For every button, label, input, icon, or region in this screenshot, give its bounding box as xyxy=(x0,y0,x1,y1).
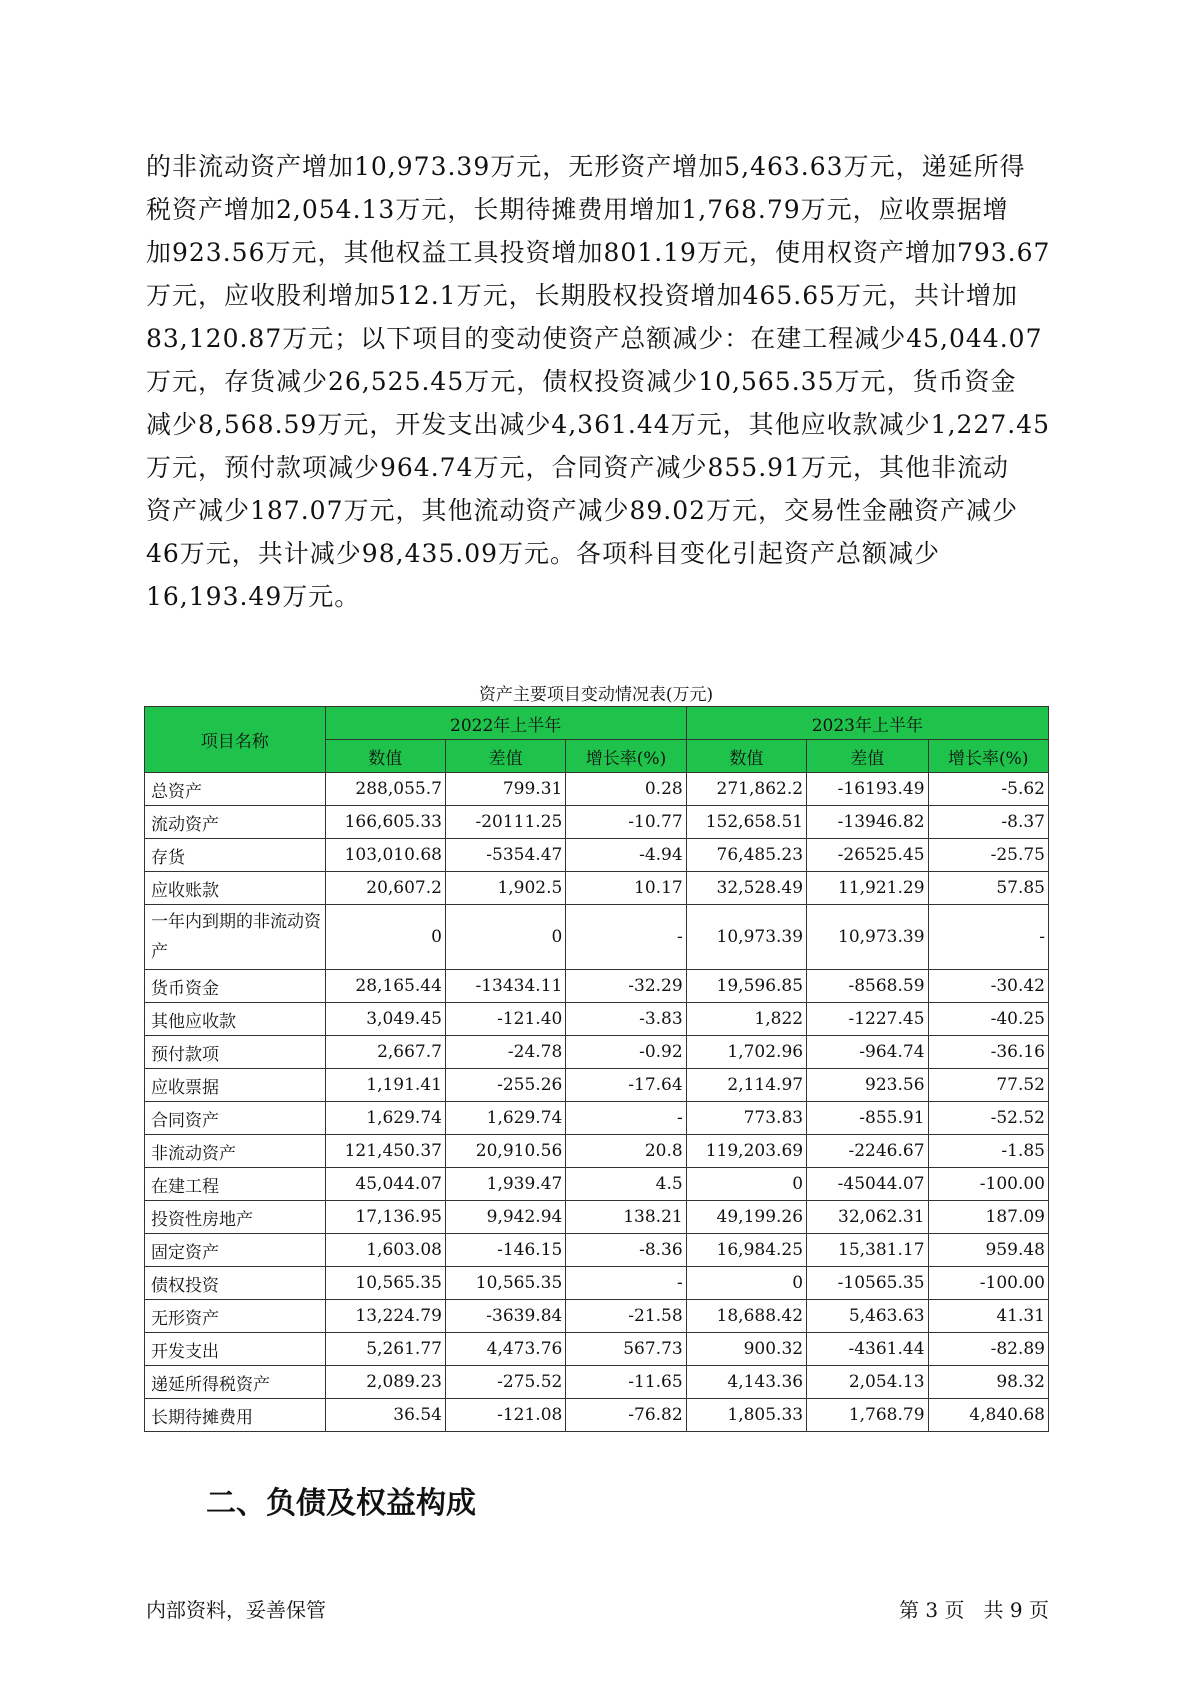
cell-item-name: 存货 xyxy=(145,839,326,872)
cell-growth-2022: -11.65 xyxy=(566,1366,686,1399)
cell-value-2023: 10,973.39 xyxy=(686,905,806,970)
cell-growth-2022: -32.29 xyxy=(566,970,686,1003)
subheader-diff-2023: 差值 xyxy=(807,740,928,773)
cell-item-name: 投资性房地产 xyxy=(145,1201,326,1234)
paragraph-line: 资产减少187.07万元，其他流动资产减少89.02万元，交易性金融资产减少 xyxy=(146,496,1019,525)
cell-diff-2022: -121.08 xyxy=(445,1399,565,1432)
cell-growth-2023: -25.75 xyxy=(928,839,1048,872)
table-row xyxy=(145,872,1049,905)
cell-diff-2023: -1227.45 xyxy=(807,1003,928,1036)
cell-value-2023: 19,596.85 xyxy=(686,970,806,1003)
asset-change-table xyxy=(144,706,1049,1432)
cell-diff-2022: -275.52 xyxy=(445,1366,565,1399)
cell-diff-2023: -4361.44 xyxy=(807,1333,928,1366)
cell-growth-2022: -0.92 xyxy=(566,1036,686,1069)
subheader-growth-2023: 增长率(%) xyxy=(928,740,1048,773)
cell-growth-2023: -36.16 xyxy=(928,1036,1048,1069)
subheader-value-2022: 数值 xyxy=(325,740,445,773)
cell-value-2022: 13,224.79 xyxy=(325,1300,445,1333)
cell-growth-2023: -100.00 xyxy=(928,1267,1048,1300)
cell-diff-2023: 11,921.29 xyxy=(807,872,928,905)
table-body xyxy=(145,773,1049,1432)
cell-item-name: 总资产 xyxy=(145,773,326,806)
table-row xyxy=(145,1333,1049,1366)
cell-growth-2023: -40.25 xyxy=(928,1003,1048,1036)
table-row xyxy=(145,806,1049,839)
cell-value-2022: 0 xyxy=(325,905,445,970)
table-caption: 资产主要项目变动情况表(万元) xyxy=(478,685,714,705)
paragraph-line: 的非流动资产增加10,973.39万元，无形资产增加5,463.63万元，递延所得 xyxy=(146,152,1026,181)
cell-growth-2023: -30.42 xyxy=(928,970,1048,1003)
table-row xyxy=(145,1135,1049,1168)
cell-value-2022: 45,044.07 xyxy=(325,1168,445,1201)
cell-value-2022: 2,089.23 xyxy=(325,1366,445,1399)
cell-value-2022: 288,055.7 xyxy=(325,773,445,806)
cell-item-name: 其他应收款 xyxy=(145,1003,326,1036)
cell-growth-2022: -21.58 xyxy=(566,1300,686,1333)
header-period-2023: 2023年上半年 xyxy=(686,707,1048,740)
cell-diff-2023: -855.91 xyxy=(807,1102,928,1135)
subheader-value-2023: 数值 xyxy=(686,740,806,773)
cell-diff-2023: 2,054.13 xyxy=(807,1366,928,1399)
cell-value-2023: 4,143.36 xyxy=(686,1366,806,1399)
cell-growth-2022: 4.5 xyxy=(566,1168,686,1201)
cell-value-2023: 32,528.49 xyxy=(686,872,806,905)
table-row xyxy=(145,1267,1049,1300)
cell-diff-2023: 923.56 xyxy=(807,1069,928,1102)
cell-value-2023: 271,862.2 xyxy=(686,773,806,806)
header-item-name: 项目名称 xyxy=(145,707,326,773)
table-row xyxy=(145,1399,1049,1432)
cell-growth-2022: 20.8 xyxy=(566,1135,686,1168)
table-row xyxy=(145,1366,1049,1399)
cell-value-2022: 103,010.68 xyxy=(325,839,445,872)
cell-growth-2022: - xyxy=(566,905,686,970)
cell-diff-2023: 15,381.17 xyxy=(807,1234,928,1267)
cell-item-name: 在建工程 xyxy=(145,1168,326,1201)
cell-value-2022: 36.54 xyxy=(325,1399,445,1432)
header-period-2022: 2022年上半年 xyxy=(325,707,686,740)
cell-diff-2022: -3639.84 xyxy=(445,1300,565,1333)
cell-item-name: 一年内到期的非流动资产 xyxy=(145,905,326,970)
table-row xyxy=(145,1036,1049,1069)
cell-item-name: 固定资产 xyxy=(145,1234,326,1267)
cell-item-name: 合同资产 xyxy=(145,1102,326,1135)
table-row xyxy=(145,1234,1049,1267)
cell-value-2022: 1,603.08 xyxy=(325,1234,445,1267)
cell-diff-2022: 10,565.35 xyxy=(445,1267,565,1300)
cell-value-2023: 16,984.25 xyxy=(686,1234,806,1267)
table-row xyxy=(145,970,1049,1003)
cell-growth-2023: 57.85 xyxy=(928,872,1048,905)
cell-value-2023: 1,822 xyxy=(686,1003,806,1036)
paragraph-line: 万元，应收股利增加512.1万元，长期股权投资增加465.65万元，共计增加 xyxy=(146,281,1019,310)
cell-growth-2022: - xyxy=(566,1102,686,1135)
table-row xyxy=(145,773,1049,806)
cell-growth-2023: - xyxy=(928,905,1048,970)
paragraph-line: 83,120.87万元；以下项目的变动使资产总额减少：在建工程减少45,044.07 xyxy=(146,324,1043,353)
cell-value-2023: 2,114.97 xyxy=(686,1069,806,1102)
cell-growth-2023: -8.37 xyxy=(928,806,1048,839)
subheader-growth-2022: 增长率(%) xyxy=(566,740,686,773)
table-row xyxy=(145,1003,1049,1036)
footer-confidential-note: 内部资料，妥善保管 xyxy=(146,1598,326,1622)
cell-item-name: 长期待摊费用 xyxy=(145,1399,326,1432)
cell-growth-2022: -3.83 xyxy=(566,1003,686,1036)
cell-growth-2023: 959.48 xyxy=(928,1234,1048,1267)
cell-growth-2023: 4,840.68 xyxy=(928,1399,1048,1432)
cell-diff-2022: 799.31 xyxy=(445,773,565,806)
cell-diff-2022: 9,942.94 xyxy=(445,1201,565,1234)
cell-growth-2023: 98.32 xyxy=(928,1366,1048,1399)
cell-value-2023: 18,688.42 xyxy=(686,1300,806,1333)
cell-value-2023: 1,805.33 xyxy=(686,1399,806,1432)
table-row xyxy=(145,1168,1049,1201)
cell-growth-2022: - xyxy=(566,1267,686,1300)
cell-value-2022: 5,261.77 xyxy=(325,1333,445,1366)
cell-diff-2022: 1,629.74 xyxy=(445,1102,565,1135)
cell-growth-2022: -8.36 xyxy=(566,1234,686,1267)
cell-diff-2023: -10565.35 xyxy=(807,1267,928,1300)
cell-diff-2023: -26525.45 xyxy=(807,839,928,872)
cell-diff-2022: 20,910.56 xyxy=(445,1135,565,1168)
cell-growth-2023: -1.85 xyxy=(928,1135,1048,1168)
cell-value-2023: 0 xyxy=(686,1267,806,1300)
cell-diff-2023: 5,463.63 xyxy=(807,1300,928,1333)
cell-growth-2023: -52.52 xyxy=(928,1102,1048,1135)
cell-value-2022: 3,049.45 xyxy=(325,1003,445,1036)
cell-item-name: 开发支出 xyxy=(145,1333,326,1366)
cell-value-2023: 76,485.23 xyxy=(686,839,806,872)
table-row xyxy=(145,839,1049,872)
cell-diff-2022: 4,473.76 xyxy=(445,1333,565,1366)
cell-diff-2023: -45044.07 xyxy=(807,1168,928,1201)
cell-growth-2023: 77.52 xyxy=(928,1069,1048,1102)
cell-diff-2022: 0 xyxy=(445,905,565,970)
cell-growth-2023: 187.09 xyxy=(928,1201,1048,1234)
cell-diff-2023: -16193.49 xyxy=(807,773,928,806)
cell-value-2022: 20,607.2 xyxy=(325,872,445,905)
cell-growth-2022: -4.94 xyxy=(566,839,686,872)
cell-value-2022: 166,605.33 xyxy=(325,806,445,839)
cell-growth-2022: 0.28 xyxy=(566,773,686,806)
cell-item-name: 债权投资 xyxy=(145,1267,326,1300)
paragraph-line: 46万元，共计减少98,435.09万元。各项科目变化引起资产总额减少 xyxy=(146,539,941,568)
cell-item-name: 应收票据 xyxy=(145,1069,326,1102)
section-heading: 二、负债及权益构成 xyxy=(206,1486,476,1521)
cell-diff-2022: 1,939.47 xyxy=(445,1168,565,1201)
cell-value-2023: 1,702.96 xyxy=(686,1036,806,1069)
cell-growth-2022: 10.17 xyxy=(566,872,686,905)
cell-value-2022: 121,450.37 xyxy=(325,1135,445,1168)
paragraph-line: 加923.56万元，其他权益工具投资增加801.19万元，使用权资产增加793.67 xyxy=(146,238,1051,267)
footer-page-number: 第 3 页 共 9 页 xyxy=(899,1598,1049,1622)
table-row xyxy=(145,1300,1049,1333)
paragraph-line: 万元，预付款项减少964.74万元，合同资产减少855.91万元，其他非流动 xyxy=(146,453,1009,482)
cell-diff-2022: -24.78 xyxy=(445,1036,565,1069)
table-row xyxy=(145,905,1049,970)
cell-growth-2022: -10.77 xyxy=(566,806,686,839)
body-paragraph xyxy=(146,145,1051,618)
cell-value-2023: 900.32 xyxy=(686,1333,806,1366)
cell-value-2022: 1,629.74 xyxy=(325,1102,445,1135)
cell-diff-2022: -13434.11 xyxy=(445,970,565,1003)
cell-growth-2023: -100.00 xyxy=(928,1168,1048,1201)
cell-value-2022: 10,565.35 xyxy=(325,1267,445,1300)
cell-growth-2023: -5.62 xyxy=(928,773,1048,806)
paragraph-line: 万元，存货减少26,525.45万元，债权投资减少10,565.35万元，货币资金 xyxy=(146,367,1017,396)
cell-growth-2022: 567.73 xyxy=(566,1333,686,1366)
cell-diff-2023: 1,768.79 xyxy=(807,1399,928,1432)
cell-item-name: 无形资产 xyxy=(145,1300,326,1333)
cell-diff-2022: -5354.47 xyxy=(445,839,565,872)
cell-diff-2023: -2246.67 xyxy=(807,1135,928,1168)
cell-growth-2023: 41.31 xyxy=(928,1300,1048,1333)
cell-diff-2023: -13946.82 xyxy=(807,806,928,839)
table-row xyxy=(145,1069,1049,1102)
cell-diff-2022: -255.26 xyxy=(445,1069,565,1102)
cell-item-name: 货币资金 xyxy=(145,970,326,1003)
cell-value-2023: 773.83 xyxy=(686,1102,806,1135)
cell-growth-2022: -17.64 xyxy=(566,1069,686,1102)
cell-value-2022: 1,191.41 xyxy=(325,1069,445,1102)
paragraph-line: 16,193.49万元。 xyxy=(146,582,361,611)
cell-item-name: 流动资产 xyxy=(145,806,326,839)
table-row xyxy=(145,1201,1049,1234)
cell-item-name: 非流动资产 xyxy=(145,1135,326,1168)
cell-item-name: 应收账款 xyxy=(145,872,326,905)
cell-item-name: 预付款项 xyxy=(145,1036,326,1069)
cell-diff-2022: -121.40 xyxy=(445,1003,565,1036)
cell-value-2023: 0 xyxy=(686,1168,806,1201)
cell-diff-2023: 10,973.39 xyxy=(807,905,928,970)
cell-value-2023: 152,658.51 xyxy=(686,806,806,839)
cell-growth-2022: 138.21 xyxy=(566,1201,686,1234)
cell-growth-2022: -76.82 xyxy=(566,1399,686,1432)
cell-diff-2022: -20111.25 xyxy=(445,806,565,839)
cell-item-name: 递延所得税资产 xyxy=(145,1366,326,1399)
subheader-diff-2022: 差值 xyxy=(445,740,565,773)
cell-value-2022: 2,667.7 xyxy=(325,1036,445,1069)
cell-growth-2023: -82.89 xyxy=(928,1333,1048,1366)
cell-diff-2023: -8568.59 xyxy=(807,970,928,1003)
cell-value-2023: 49,199.26 xyxy=(686,1201,806,1234)
cell-value-2023: 119,203.69 xyxy=(686,1135,806,1168)
paragraph-line: 减少8,568.59万元，开发支出减少4,361.44万元，其他应收款减少1,227.45 xyxy=(146,410,1050,439)
cell-diff-2023: -964.74 xyxy=(807,1036,928,1069)
cell-value-2022: 17,136.95 xyxy=(325,1201,445,1234)
table-row xyxy=(145,1102,1049,1135)
cell-diff-2022: -146.15 xyxy=(445,1234,565,1267)
paragraph-line: 税资产增加2,054.13万元，长期待摊费用增加1,768.79万元，应收票据增 xyxy=(146,195,1009,224)
cell-diff-2023: 32,062.31 xyxy=(807,1201,928,1234)
cell-value-2022: 28,165.44 xyxy=(325,970,445,1003)
cell-diff-2022: 1,902.5 xyxy=(445,872,565,905)
